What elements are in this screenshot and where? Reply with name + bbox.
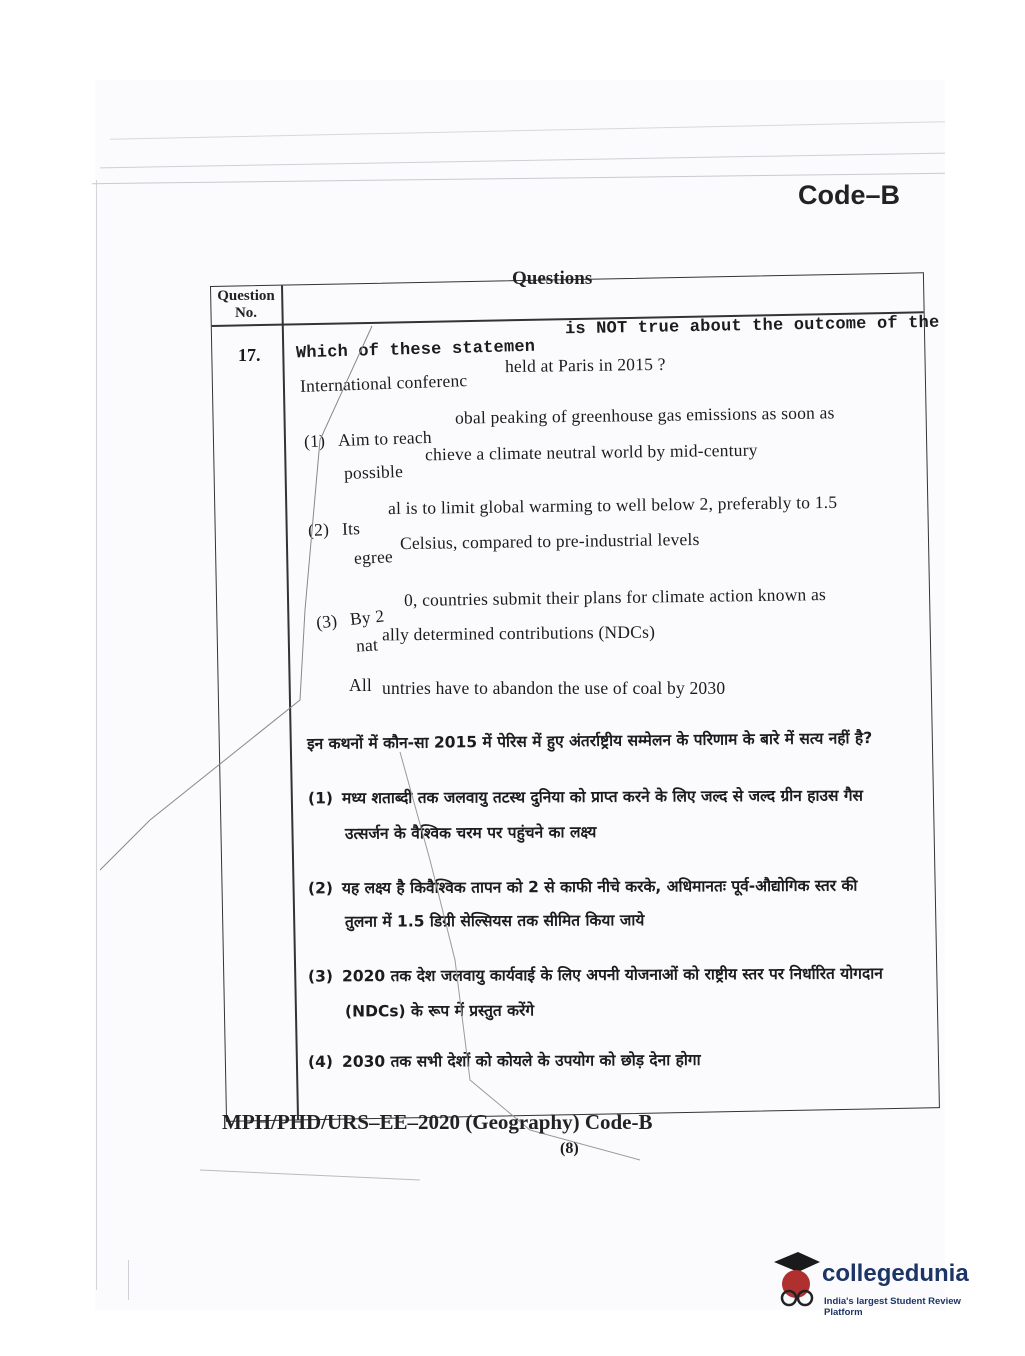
option-text: By 2 <box>348 605 386 629</box>
option-text: Aim to reach <box>337 426 433 451</box>
option-hi-2-line2: तुलना में 1.5 डिग्री सेल्सियस तक सीमित किया जाये <box>344 911 645 931</box>
logo-tagline: India's largest Student Review Platform <box>824 1296 961 1318</box>
option-text: al is to limit global warming to well below 2, preferably to 1.5 <box>387 491 838 519</box>
option-text: chieve a climate neutral world by mid-century <box>424 439 758 465</box>
stem-fragment: Which of these statemen <box>295 337 536 364</box>
stem-fragment: International conferenc <box>299 370 468 396</box>
option-number: (1) <box>307 789 334 808</box>
code-label: Code–B <box>798 180 901 210</box>
option-text: 2020 तक देश जलवायु कार्यवाई के लिए अपनी योजनाओं को राष्ट्रीय स्तर पर निर्धारित योगदान <box>341 964 883 986</box>
fold-line <box>200 1170 420 1180</box>
fold-line <box>100 326 372 870</box>
question-number: 17. <box>238 345 261 365</box>
option-number: (3) <box>315 610 339 633</box>
mascot-icon <box>768 1250 824 1320</box>
page-number: (8) <box>560 1140 579 1157</box>
option-number: (3) <box>307 967 334 986</box>
logo-name: collegedunia <box>822 1260 969 1287</box>
header-questions: Questions <box>512 268 593 289</box>
option-text: untries have to abandon the use of coal by 2030 <box>382 678 726 698</box>
option-text: egree <box>353 546 394 568</box>
collegedunia-logo[interactable] <box>768 1250 993 1320</box>
option-text: मध्य शताब्दी तक जलवायु तटस्थ दुनिया को प्राप्त करने के लिए जल्द से जल्द ग्रीन हाउस गैस <box>341 786 864 808</box>
option-text: possible <box>343 460 404 484</box>
option-text: Celsius, compared to pre-industrial levels <box>399 528 700 554</box>
option-hi-3-line2: (NDCs) के रूप में प्रस्तुत करेंगे <box>344 1001 535 1021</box>
stem-fragment: held at Paris in 2015 ? <box>504 353 666 377</box>
option-hi-1-line2: उत्सर्जन के वैश्विक चरम पर पहुंचने का लक्ष्य <box>344 823 597 843</box>
option-text: 0, countries submit their plans for climate action known as <box>403 584 827 610</box>
option-text: यह लक्ष्य है किवैश्विक तापन को 2 से काफी नीचे करके, अधिमानतः पूर्व-औद्योगिक स्तर की <box>341 876 858 898</box>
option-number: (2) <box>307 879 334 898</box>
fold-line <box>400 752 640 1160</box>
footer-title: MPH/PHD/URS–EE–2020 (Geography) Code-B <box>222 1110 653 1134</box>
header-question-no: Question No. <box>217 288 275 321</box>
option-text: nat <box>355 634 379 656</box>
option-number: (4) <box>307 1052 334 1072</box>
option-text: obal peaking of greenhouse gas emissions as soon as <box>454 402 835 428</box>
option-number: (2) <box>307 519 330 540</box>
option-text: ally determined contributions (NDCs) <box>381 621 656 645</box>
option-number: (1) <box>303 430 326 452</box>
option-text: Its <box>341 518 361 539</box>
stem-fragment: is NOT true about the outcome of the <box>564 313 940 340</box>
option-text: 2030 तक सभी देशों को कोयले के उपयोग को छोड़ देना होगा <box>341 1050 701 1071</box>
question-stem-hi: इन कथनों में कौन-सा 2015 में पेरिस में हुए अंतर्राष्ट्रीय सम्मेलन के परिणाम के बारे में सत्य नहीं है? <box>306 729 873 753</box>
option-text: All <box>349 675 372 695</box>
